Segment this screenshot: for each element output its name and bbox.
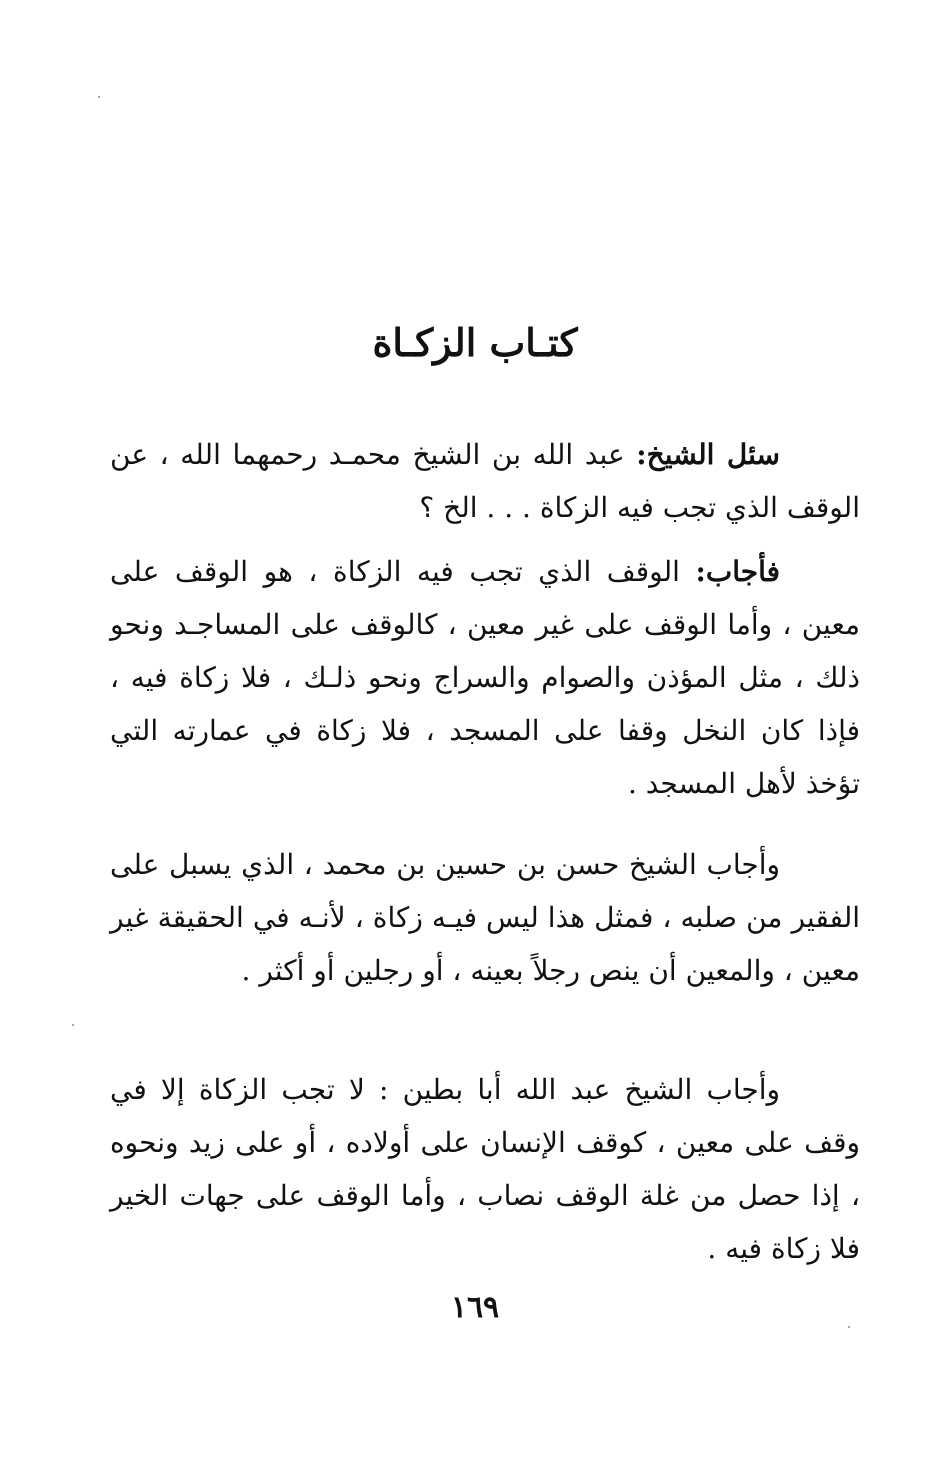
abu-butain-answer-paragraph: [110, 1063, 860, 1275]
page-number: ١٦٩: [450, 1290, 500, 1325]
question-paragraph: [110, 428, 860, 534]
scan-speck: [98, 96, 100, 98]
hasan-answer-text: وأجاب الشيخ حسن بن حسين بن محمد ، الذي يسبل على الفقير من صلبه ، فمثل هذا ليس فيـه زكاة ، لأنـه في الحقيقة غير معين ، والمعين أن ينص رجلاً بعينه ، أو رجلين أو أكثر .: [110, 848, 860, 987]
answer-label: فأجاب:: [695, 555, 780, 588]
question-label: سئل الشيخ:: [636, 438, 780, 471]
abu-butain-answer-text: وأجاب الشيخ عبد الله أبا بطين : لا تجب الزكاة إلا في وقف على معين ، كوقف الإنسان على أولاده ، أو على زيد ونحوه ، إذا حصل من غلة الوقف نصاب ، وأما الوقف على جهات الخير فلا زكاة فيه .: [110, 1073, 860, 1265]
scan-speck: [72, 1024, 74, 1026]
answer-paragraph: [110, 545, 860, 810]
hasan-answer-paragraph: [110, 838, 860, 997]
chapter-title: كتـاب الزكـاة: [372, 320, 578, 365]
question-text: عبد الله بن الشيخ محمـد رحمهما الله ، عن الوقف الذي تجب فيه الزكاة . . . الخ ؟: [110, 438, 860, 524]
answer-text: الوقف الذي تجب فيه الزكاة ، هو الوقف على معين ، وأما الوقف على غير معين ، كالوقف على المساجـد ونحو ذلك ، مثل المؤذن والصوام والسراج ونحو ذلـك ، فلا زكاة فيه ، فإذا كان النخل وقفا على المسجد ، فلا زكاة في عمارته التي تؤخذ لأهل المسجد .: [110, 555, 860, 800]
